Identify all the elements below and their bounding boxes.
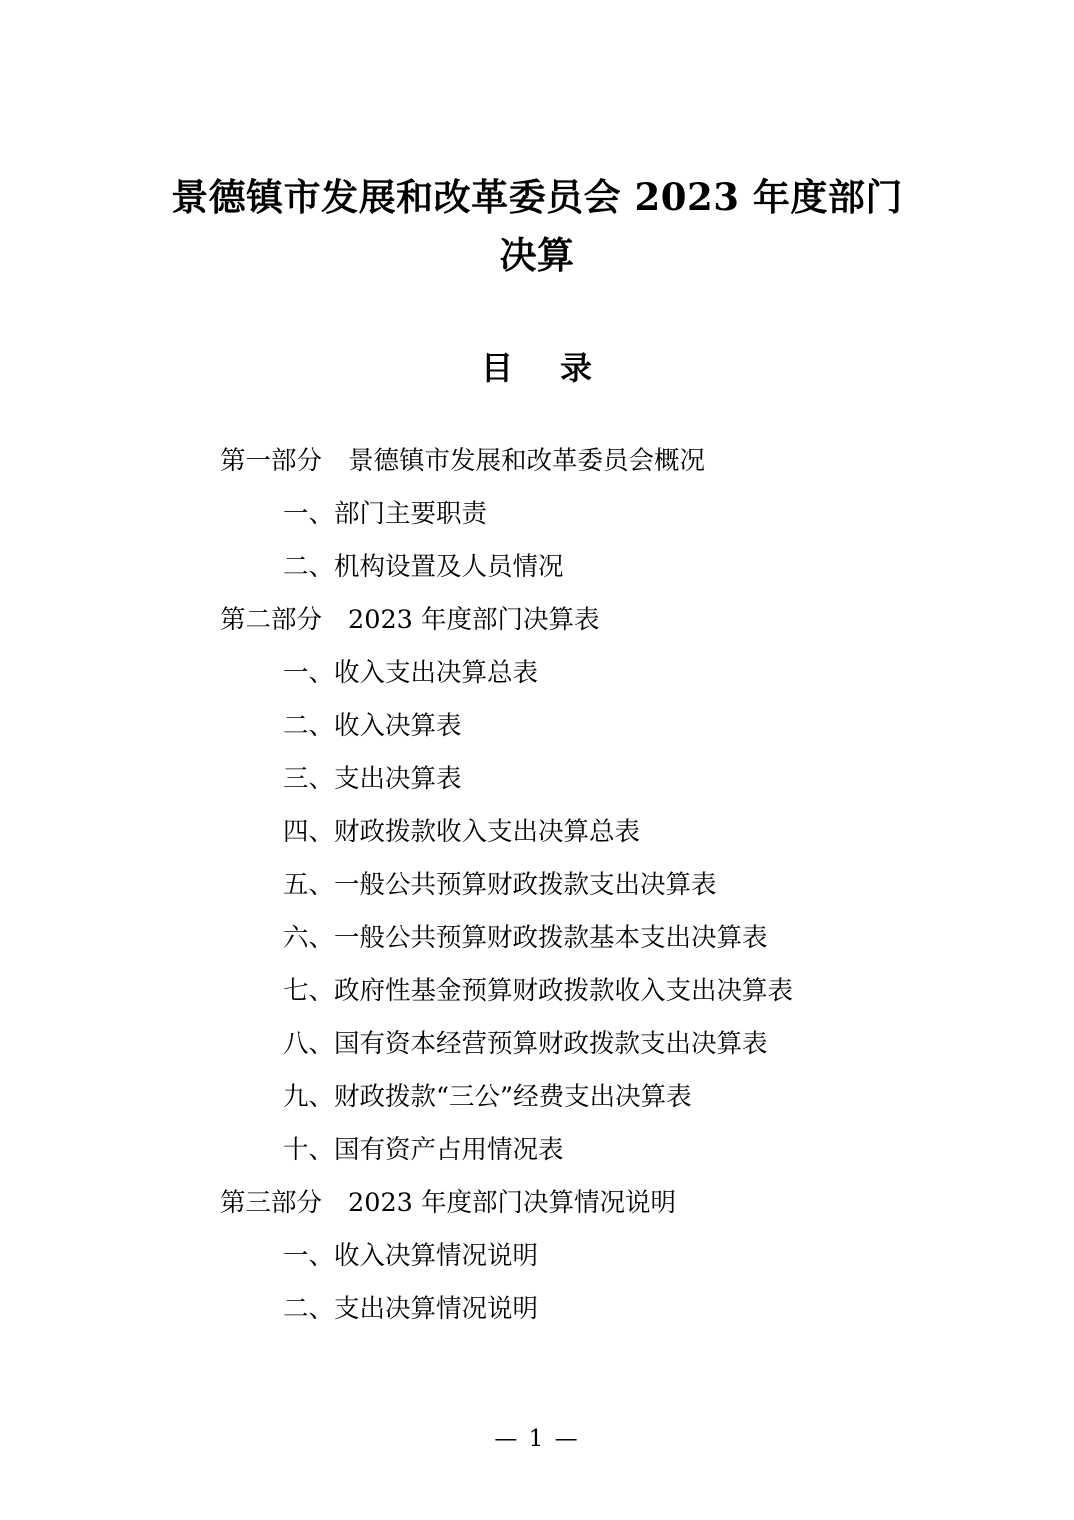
- toc-entry-label: 六、一般公共预算财政拨款基本支出决算表: [283, 922, 768, 953]
- toc-entry[interactable]: [0, 975, 1074, 1006]
- toc-entry[interactable]: [0, 1134, 1074, 1165]
- toc-entry[interactable]: [0, 1028, 1074, 1059]
- toc-entry-label: 一、部门主要职责: [283, 498, 488, 529]
- toc-entry[interactable]: [0, 763, 1074, 794]
- toc-entry-label: 二、收入决算表: [283, 710, 462, 741]
- toc-entry[interactable]: [0, 551, 1074, 582]
- toc-entry[interactable]: [0, 816, 1074, 847]
- table-of-contents: [0, 389, 1074, 1323]
- toc-entry-prefix: 第一部分: [220, 445, 323, 476]
- toc-entry[interactable]: [0, 710, 1074, 741]
- toc-entry-label: 景德镇市发展和改革委员会概况: [348, 445, 706, 476]
- toc-entry-label: 十、国有资产占用情况表: [283, 1134, 564, 1165]
- toc-entry[interactable]: [0, 657, 1074, 688]
- toc-entry[interactable]: [0, 922, 1074, 953]
- toc-entry-label: 八、国有资本经营预算财政拨款支出决算表: [283, 1028, 768, 1059]
- toc-entry[interactable]: [0, 1187, 1074, 1218]
- toc-entry-prefix: 第三部分: [220, 1187, 323, 1218]
- toc-entry[interactable]: [0, 1081, 1074, 1112]
- toc-entry[interactable]: [0, 1240, 1074, 1271]
- toc-entry-label: 2023 年度部门决算情况说明: [348, 1187, 677, 1218]
- toc-entry-label: 九、财政拨款“三公”经费支出决算表: [283, 1081, 692, 1112]
- toc-entry[interactable]: [0, 445, 1074, 476]
- toc-entry-label: 七、政府性基金预算财政拨款收入支出决算表: [283, 975, 794, 1006]
- page-title: 景德镇市发展和改革委员会 2023 年度部门决算: [171, 175, 903, 278]
- toc-entry-label: 一、收入决算情况说明: [283, 1240, 539, 1271]
- toc-heading: [0, 285, 1074, 389]
- toc-entry-label: 四、财政拨款收入支出决算总表: [283, 816, 641, 847]
- toc-entry-label: 二、支出决算情况说明: [283, 1293, 539, 1324]
- toc-entry[interactable]: [0, 604, 1074, 635]
- toc-entry-label: 2023 年度部门决算表: [348, 604, 600, 635]
- toc-entry[interactable]: [0, 869, 1074, 900]
- toc-entry-label: 三、支出决算表: [283, 763, 462, 794]
- toc-heading-right: 录: [560, 348, 594, 387]
- page-number: — 1 —: [494, 1426, 580, 1452]
- toc-entry-label: 二、机构设置及人员情况: [283, 551, 564, 582]
- toc-heading-left: 目: [480, 348, 514, 387]
- toc-entry[interactable]: [0, 498, 1074, 529]
- toc-entry-prefix: 第二部分: [220, 604, 323, 635]
- toc-entry-label: 五、一般公共预算财政拨款支出决算表: [283, 869, 717, 900]
- toc-entry-label: 一、收入支出决算总表: [283, 657, 539, 688]
- toc-entry[interactable]: [0, 1293, 1074, 1324]
